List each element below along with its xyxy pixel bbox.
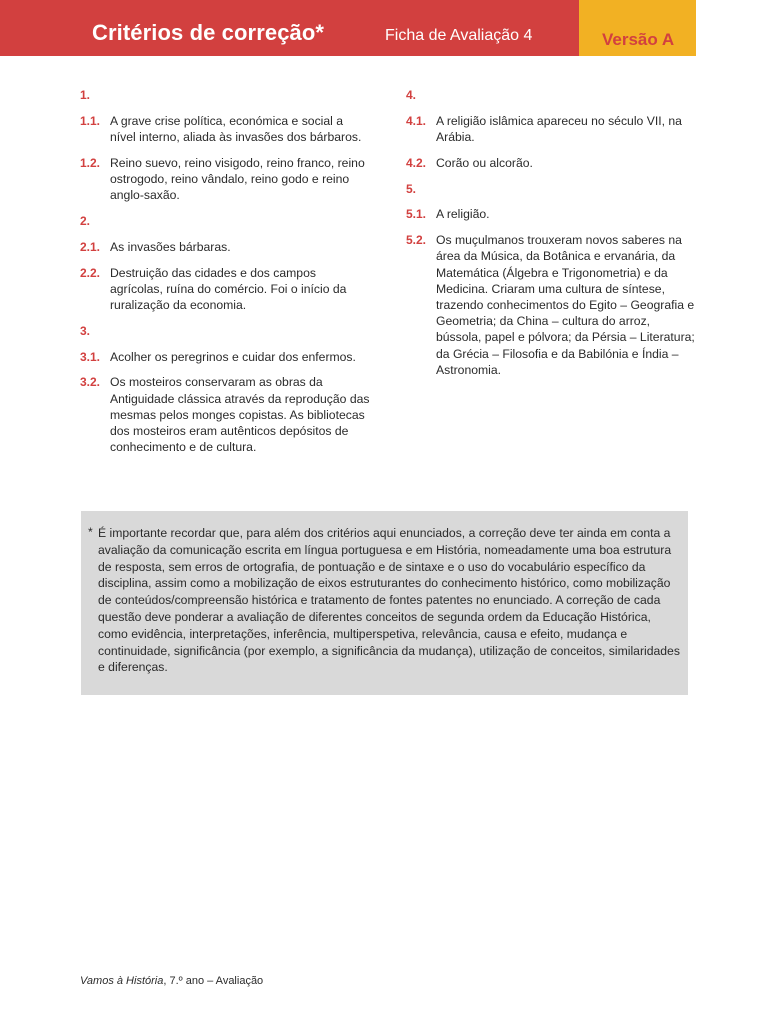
- note-text: É importante recordar que, para além dos critérios aqui enunciados, a correção deve ter ainda em conta a avaliação da comunicação escrita em língua portuguesa e em História, nomeadamente uma boa estrutura de resposta, sem erros de ortografia, de pontuação e de sintaxe e o uso do vocabulário específico da disciplina, assim como a mobilização de eixos estruturantes do conhecimento histórico, como mobilização de conteúdos/compreensão histórica e tratamento de fontes patentes no enunciado. A correção de cada questão deve ponderar a avaliação de diferentes conceitos de segunda ordem da Educação Histórica, como evidência, interpretações, inferência, multiperspetiva, relevância, causa e efeito, mudança e continuidade, significância (por exemplo, a significância da mudança), utilização de conceitos, similaridades e diferenças.: [98, 526, 680, 675]
- answer-number: 4.2.: [406, 155, 427, 170]
- answer-item: [80, 349, 370, 365]
- answer-item: [80, 374, 370, 455]
- answer-text: Os muçulmanos trouxeram novos saberes na área da Música, da Botânica e ervanária, da Matemática (Álgebra e Trigonometria) e da Medicina. Criaram uma cultura de síntese, trazendo conhecimentos do Egito – Geografia e Geometria; da China – cultura do arroz, bússola, papel e pólvora; da Pérsia – Literatura; da Grécia – Filosofia e da Babilónia e Índia – Astronomia.: [436, 233, 695, 377]
- answer-text: Corão ou alcorão.: [436, 155, 533, 170]
- answer-number: 2.1.: [80, 239, 101, 254]
- book-title: Vamos à História: [80, 975, 164, 987]
- assessment-note: [81, 511, 688, 695]
- answer-text: Acolher os peregrinos e cuidar dos enfermos.: [110, 349, 356, 364]
- answer-number: 4.1.: [406, 113, 427, 128]
- answer-item: [406, 206, 696, 222]
- answer-number: 3.1.: [80, 349, 101, 364]
- answer-text: As invasões bárbaras.: [110, 239, 231, 254]
- answer-item: [80, 87, 370, 103]
- answers-column-right: [406, 87, 696, 388]
- answer-number: 4.: [406, 88, 417, 102]
- answer-number: 3.2.: [80, 375, 101, 390]
- page-title: Critérios de correção*: [92, 20, 325, 45]
- answer-item: [80, 113, 370, 145]
- answer-item: [80, 323, 370, 339]
- answer-number: 1.: [80, 88, 91, 102]
- answer-text: Os mosteiros conservaram as obras da Antiguidade clássica através da reprodução das mesmas pelos monges copistas. As bibliotecas dos mosteiros eram autênticos depósitos de conhecimento e de cultura.: [110, 375, 370, 455]
- answer-text: Destruição das cidades e dos campos agrícolas, ruína do comércio. Foi o início da ruralização da economia.: [110, 265, 347, 312]
- answers-column-left: [80, 87, 370, 465]
- answer-number: 3.: [80, 323, 91, 338]
- answer-item: [80, 265, 370, 314]
- answer-number: 2.2.: [80, 265, 101, 280]
- version-label: Versão A: [602, 30, 675, 49]
- answer-number: 5.2.: [406, 233, 427, 248]
- answer-text: A religião islâmica apareceu no século VII, na Arábia.: [436, 113, 682, 144]
- footnote-marker: *: [88, 525, 93, 539]
- answer-item: [406, 113, 696, 145]
- worksheet-name: Ficha de Avaliação 4: [385, 27, 533, 44]
- answer-item: [80, 239, 370, 255]
- page-footer: [80, 975, 263, 987]
- answer-text: A religião.: [436, 207, 490, 222]
- answer-number: 5.: [406, 181, 417, 196]
- answer-text: A grave crise política, económica e social a nível interno, aliada às invasões dos bárbaros.: [110, 113, 362, 144]
- answer-number: 1.2.: [80, 155, 101, 170]
- answer-item: [80, 213, 370, 229]
- answer-item: [406, 155, 696, 171]
- answer-text: Reino suevo, reino visigodo, reino franco, reino ostrogodo, reino vândalo, reino godo e reino anglo-saxão.: [110, 155, 365, 203]
- footer-details: , 7.º ano – Avaliação: [163, 975, 264, 987]
- answer-item: [406, 232, 696, 378]
- answer-number: 1.1.: [80, 113, 101, 128]
- answer-number: 5.1.: [406, 207, 427, 222]
- version-badge: [579, 0, 696, 56]
- answer-item: [80, 155, 370, 204]
- answer-item: [406, 87, 696, 103]
- answer-number: 2.: [80, 214, 91, 228]
- answer-item: [406, 181, 696, 197]
